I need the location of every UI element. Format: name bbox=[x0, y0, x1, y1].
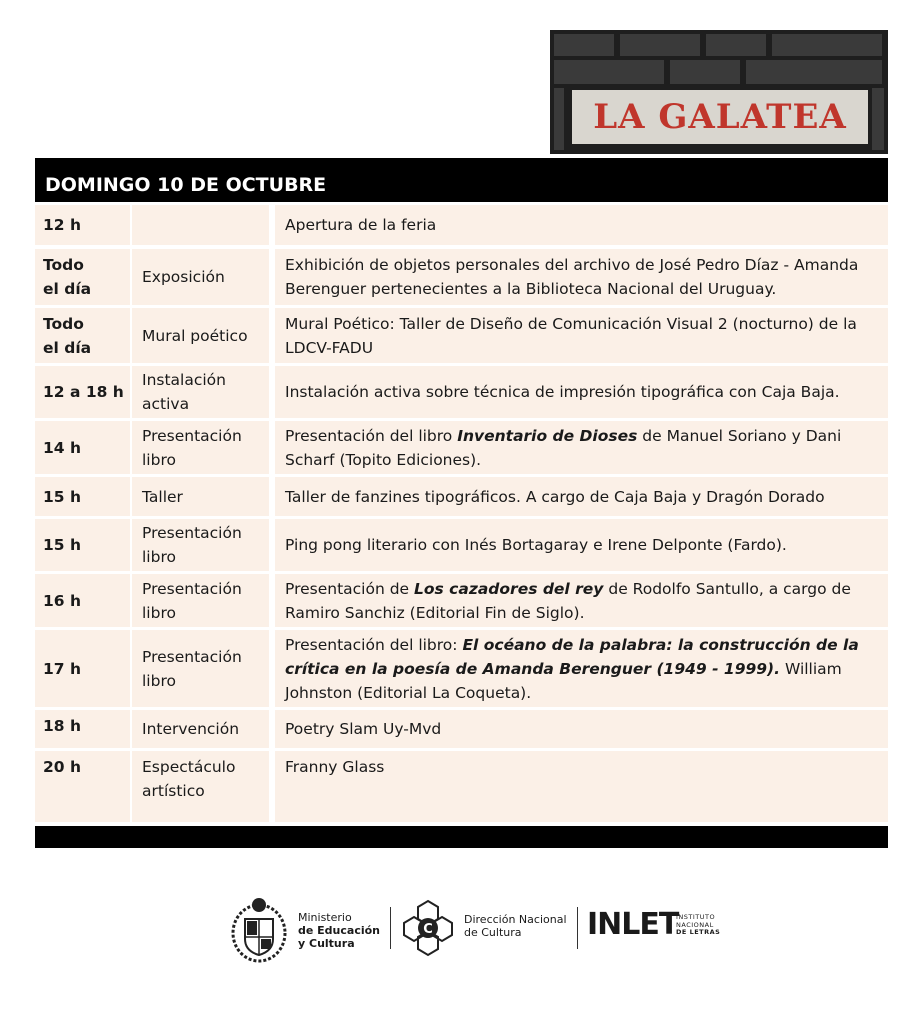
day-title: DOMINGO 10 DE OCTUBRE bbox=[45, 174, 327, 196]
la-galatea-logo bbox=[550, 30, 888, 154]
logo-divider bbox=[577, 907, 578, 949]
table-row bbox=[35, 249, 888, 305]
type-cell: Instalación activa bbox=[132, 366, 269, 418]
type-cell bbox=[132, 205, 269, 245]
footer-bar bbox=[35, 826, 888, 848]
type-cell: Presentación libro bbox=[132, 630, 269, 707]
description-cell: Apertura de la feria bbox=[275, 205, 888, 245]
description-cell: Taller de fanzines tipográficos. A cargo de Caja Baja y Dragón Dorado bbox=[275, 477, 888, 516]
time-cell: 16 h bbox=[35, 574, 130, 627]
table-row bbox=[35, 519, 888, 571]
inlet-subtitle: INSTITUTO NACIONAL DE LETRAS bbox=[676, 913, 721, 936]
time-cell: 12 a 18 h bbox=[35, 366, 130, 418]
time-cell: Todo el día bbox=[35, 249, 130, 305]
time-cell: Todo el día bbox=[35, 308, 130, 363]
description-cell: Presentación del libro Inventario de Dioses de Manuel Soriano y Dani Scharf (Topito Ediciones). bbox=[275, 421, 888, 474]
description-cell: Presentación de Los cazadores del rey de Rodolfo Santullo, a cargo de Ramiro Sanchiz (Editorial Fin de Siglo). bbox=[275, 574, 888, 627]
type-cell: Taller bbox=[132, 477, 269, 516]
table-row bbox=[35, 630, 888, 707]
type-cell: Presentación libro bbox=[132, 519, 269, 571]
type-cell: Intervención bbox=[132, 710, 269, 748]
table-row bbox=[35, 574, 888, 627]
national-shield-icon bbox=[230, 895, 288, 965]
time-cell: 18 h bbox=[35, 710, 130, 748]
day-header bbox=[35, 158, 888, 202]
description-cell: Poetry Slam Uy-Mvd bbox=[275, 710, 888, 748]
sponsor-logos bbox=[230, 895, 730, 967]
description-cell: Presentación del libro: El océano de la palabra: la construcción de la crítica en la poesía de Amanda Berenguer (1949 - 1999). William Johnston (Editorial La Coqueta). bbox=[275, 630, 888, 707]
time-cell: 15 h bbox=[35, 477, 130, 516]
cultura-hexagon-icon bbox=[400, 899, 456, 957]
table-row bbox=[35, 751, 888, 822]
time-cell: 14 h bbox=[35, 421, 130, 474]
type-cell: Presentación libro bbox=[132, 421, 269, 474]
description-cell: Mural Poético: Taller de Diseño de Comunicación Visual 2 (nocturno) de la LDCV-FADU bbox=[275, 308, 888, 363]
description-cell: Exhibición de objetos personales del archivo de José Pedro Díaz - Amanda Berenguer pertenecientes a la Biblioteca Nacional del Uruguay. bbox=[275, 249, 888, 305]
table-row bbox=[35, 710, 888, 748]
table-row bbox=[35, 421, 888, 474]
logo-divider bbox=[390, 907, 391, 949]
type-cell: Exposición bbox=[132, 249, 269, 305]
inlet-logo: INLET bbox=[587, 907, 679, 942]
mec-logo-text: Ministerio de Educación y Cultura bbox=[298, 911, 381, 950]
description-cell: Instalación activa sobre técnica de impresión tipográfica con Caja Baja. bbox=[275, 366, 888, 418]
type-cell: Presentación libro bbox=[132, 574, 269, 627]
table-row bbox=[35, 205, 888, 245]
logo-title: LA GALATEA bbox=[572, 90, 868, 144]
time-cell: 15 h bbox=[35, 519, 130, 571]
type-cell: Espectáculo artístico bbox=[132, 751, 269, 822]
time-cell: 12 h bbox=[35, 205, 130, 245]
table-row bbox=[35, 308, 888, 363]
dnc-logo-text: Dirección Nacional de Cultura bbox=[464, 913, 567, 939]
table-row bbox=[35, 366, 888, 418]
svg-text:C: C bbox=[423, 922, 433, 937]
type-cell: Mural poético bbox=[132, 308, 269, 363]
time-cell: 17 h bbox=[35, 630, 130, 707]
time-cell: 20 h bbox=[35, 751, 130, 822]
description-cell: Franny Glass bbox=[275, 751, 888, 822]
table-row bbox=[35, 477, 888, 516]
description-cell: Ping pong literario con Inés Bortagaray e Irene Delponte (Fardo). bbox=[275, 519, 888, 571]
